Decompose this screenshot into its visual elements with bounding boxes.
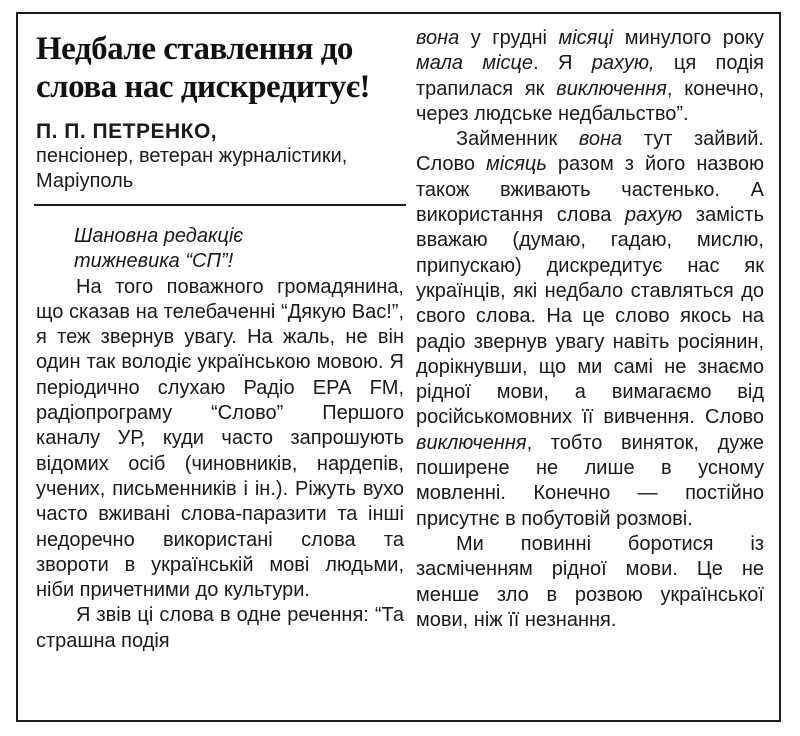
- paragraph-3-text: замість вважаю (думаю, гадаю, мислю, припускаю) дискредитує нас як українців, які недбало ставляться до свого слова. На це слово якось на радіо звернув увагу навіть росіянин, дорікнувши, що ми самі не знаємо рідної мови, а вимагаємо від російськомовних її вивчення. Слово: [416, 204, 765, 429]
- paragraph-1: На того поважного громадянина, що сказав на телебаченні “Дякую Вас!”, я теж звернув увагу. На жаль, не він один так володіє українською мовою. Я періодично слухаю Радіо ЕРА FM, радіопрограму “Слово” Першого каналу УР, куди часто запрошують відомих осіб (чиновників, нардепів, учених, письменників і ін.). Ріжуть вухо часто вживані слова-паразити та інші недоречно використані слова та звороти в українській мові людьми, ніби причетними до культури.: [36, 275, 404, 602]
- italic-word: місяць: [486, 153, 547, 176]
- paragraph-2-text: минулого року: [613, 27, 765, 49]
- paragraph-2-start: [36, 603, 404, 654]
- italic-word: вона: [578, 128, 623, 151]
- paragraph-3-text: разом з його назвою також вживають частенько. А використання слова: [416, 153, 764, 227]
- italic-word: рахую: [625, 204, 683, 227]
- paragraph-2-text: ця подія трапилася як: [416, 52, 764, 100]
- paragraph-3-text: Займенник: [456, 128, 579, 151]
- salutation-line-1: Шановна редакціє: [74, 225, 244, 247]
- article-headline: Недбале ставлення до слова нас дискредитує!: [36, 31, 370, 105]
- italic-word: місяці: [558, 27, 614, 49]
- right-column: [416, 26, 764, 633]
- author-info: пенсіонер, ветеран журналістики, Маріуполь: [36, 145, 348, 192]
- paragraph-2-text: , конечно, через людське недбальство”.: [416, 77, 764, 125]
- paragraph-2-text: у грудні: [459, 27, 559, 49]
- left-column: [36, 30, 404, 654]
- italic-word: виключення: [556, 77, 667, 100]
- italic-word: виключення: [416, 431, 527, 454]
- author-name: П. П. ПЕТРЕНКО,: [36, 120, 218, 143]
- italic-word: рахую,: [591, 52, 655, 75]
- salutation-line-2: тижневика “СП”!: [74, 250, 234, 273]
- byline-divider: [34, 204, 406, 206]
- italic-word: мала місце: [416, 52, 534, 75]
- paragraph-4: Ми повинні боротися із засміченням рідної мови. Це не менше зло в розвою української мови, ніж її незнання.: [416, 532, 764, 631]
- paragraph-3: [416, 127, 764, 532]
- paragraph-2-continued: [416, 26, 764, 127]
- paragraph-3-text: , тобто виняток, дуже поширене не лише в усному мовленні. Конечно — постійно присутнє в побутовій розмові.: [416, 431, 764, 530]
- paragraph-3-text: тут зайвий. Слово: [416, 128, 764, 176]
- paragraph-2-text: Я звів ці слова в одне речення: “Та страшна подія: [36, 604, 404, 652]
- article-frame: [16, 12, 781, 722]
- paragraph-2-text: . Я: [533, 52, 592, 75]
- italic-word: вона: [416, 27, 460, 49]
